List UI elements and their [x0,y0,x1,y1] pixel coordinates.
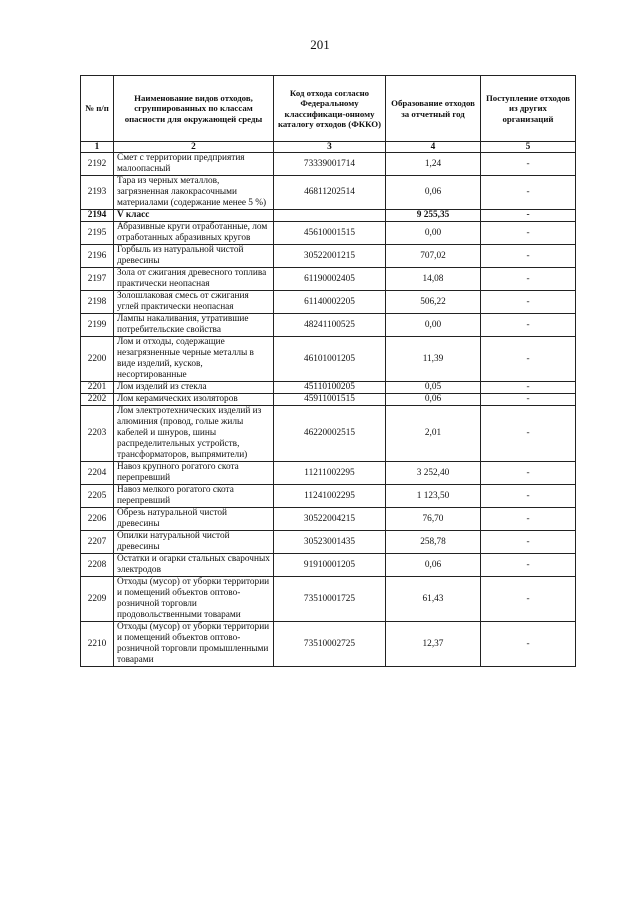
row-number: 2209 [81,577,114,622]
generated-amount: 1 123,50 [386,485,481,508]
received-amount: - [481,176,576,210]
generated-amount: 0,06 [386,554,481,577]
fkko-code: 11241002295 [274,485,386,508]
col-header-received: Поступление отходов из других организаций [481,76,576,142]
waste-name: Лом и отходы, содержащие незагрязненные черные металлы в виде изделий, кусков, несортированные [114,337,274,382]
waste-name: Золошлаковая смесь от сжигания углей практически неопасная [114,291,274,314]
waste-name: Смет с территории предприятия малоопасный [114,153,274,176]
table-row [81,462,576,485]
table-row [81,406,576,462]
row-number: 2194 [81,210,114,222]
waste-name: Лом электротехнических изделий из алюминия (провод, голые жилы кабелей и шнуров, шины распределительных устройств, трансформаторов, выпрямители) [114,406,274,462]
waste-name: Обрезь натуральной чистой древесины [114,508,274,531]
fkko-code: 45610001515 [274,222,386,245]
col-header-amount: Образование отходов за отчетный год [386,76,481,142]
generated-amount: 506,22 [386,291,481,314]
fkko-code: 61140002205 [274,291,386,314]
received-amount: - [481,245,576,268]
fkko-code: 73339001714 [274,153,386,176]
row-number: 2208 [81,554,114,577]
fkko-code: 91910001205 [274,554,386,577]
table-row [81,291,576,314]
waste-name: Остатки и огарки стальных сварочных электродов [114,554,274,577]
received-amount: - [481,222,576,245]
received-amount: - [481,485,576,508]
waste-name: Отходы (мусор) от уборки территории и помещений объектов оптово-розничной торговли продовольственными товарами [114,577,274,622]
received-amount: - [481,210,576,222]
row-number: 2201 [81,382,114,394]
waste-name: V класс [114,210,274,222]
received-amount: - [481,554,576,577]
column-index-row [81,142,576,153]
row-number: 2195 [81,222,114,245]
table-row [81,314,576,337]
fkko-code: 73510001725 [274,577,386,622]
waste-name: Лампы накаливания, утратившие потребительские свойства [114,314,274,337]
received-amount: - [481,406,576,462]
waste-name: Отходы (мусор) от уборки территории и помещений объектов оптово-розничной торговли промышленными товарами [114,622,274,667]
received-amount: - [481,622,576,667]
fkko-code [274,210,386,222]
table-row [81,382,576,394]
row-number: 2204 [81,462,114,485]
generated-amount: 2,01 [386,406,481,462]
received-amount: - [481,314,576,337]
generated-amount: 76,70 [386,508,481,531]
generated-amount: 12,37 [386,622,481,667]
fkko-code: 46220002515 [274,406,386,462]
table-row [81,554,576,577]
fkko-code: 30522001215 [274,245,386,268]
fkko-code: 11211002295 [274,462,386,485]
col-index-5: 5 [481,142,576,153]
fkko-code: 45110100205 [274,382,386,394]
page-number: 201 [310,37,330,52]
fkko-code: 48241100525 [274,314,386,337]
col-header-code: Код отхода согласно Федеральному классификаци-онному каталогу отходов (ФККО) [274,76,386,142]
row-number: 2210 [81,622,114,667]
generated-amount: 14,08 [386,268,481,291]
generated-amount: 1,24 [386,153,481,176]
table-row [81,176,576,210]
row-number: 2207 [81,531,114,554]
received-amount: - [481,508,576,531]
header-row [81,76,576,142]
generated-amount: 0,05 [386,382,481,394]
waste-name: Зола от сжигания древесного топлива практически неопасная [114,268,274,291]
received-amount: - [481,268,576,291]
row-number: 2199 [81,314,114,337]
waste-name: Абразивные круги отработанные, лом отработанных абразивных кругов [114,222,274,245]
fkko-code: 30523001435 [274,531,386,554]
col-index-4: 4 [386,142,481,153]
row-number: 2205 [81,485,114,508]
received-amount: - [481,531,576,554]
col-index-1: 1 [81,142,114,153]
row-number: 2200 [81,337,114,382]
generated-amount: 707,02 [386,245,481,268]
generated-amount: 61,43 [386,577,481,622]
received-amount: - [481,153,576,176]
row-number: 2203 [81,406,114,462]
waste-name: Навоз крупного рогатого скота перепревший [114,462,274,485]
generated-amount: 0,06 [386,394,481,406]
waste-name: Навоз мелкого рогатого скота перепревший [114,485,274,508]
received-amount: - [481,462,576,485]
row-number: 2196 [81,245,114,268]
received-amount: - [481,382,576,394]
generated-amount: 0,06 [386,176,481,210]
table-row [81,577,576,622]
waste-name: Лом изделий из стекла [114,382,274,394]
table-row [81,508,576,531]
generated-amount: 9 255,35 [386,210,481,222]
table-row [81,394,576,406]
row-number: 2193 [81,176,114,210]
fkko-code: 45911001515 [274,394,386,406]
row-number: 2206 [81,508,114,531]
row-number: 2197 [81,268,114,291]
waste-name: Опилки натуральной чистой древесины [114,531,274,554]
col-index-3: 3 [274,142,386,153]
col-header-num: № п/п [81,76,114,142]
col-header-name: Наименование видов отходов, сгруппированных по классам опасности для окружающей среды [114,76,274,142]
received-amount: - [481,577,576,622]
received-amount: - [481,291,576,314]
table-row [81,531,576,554]
table-row [81,210,576,222]
fkko-code: 73510002725 [274,622,386,667]
waste-name: Тара из черных металлов, загрязненная лакокрасочными материалами (содержание менее 5 %) [114,176,274,210]
fkko-code: 61190002405 [274,268,386,291]
row-number: 2192 [81,153,114,176]
table-row [81,485,576,508]
table-row [81,222,576,245]
received-amount: - [481,394,576,406]
fkko-code: 46101001205 [274,337,386,382]
generated-amount: 0,00 [386,222,481,245]
col-index-2: 2 [114,142,274,153]
table-row [81,153,576,176]
fkko-code: 46811202514 [274,176,386,210]
table-row [81,337,576,382]
received-amount: - [481,337,576,382]
row-number: 2202 [81,394,114,406]
fkko-code: 30522004215 [274,508,386,531]
table-row [81,622,576,667]
waste-name: Лом керамических изоляторов [114,394,274,406]
generated-amount: 0,00 [386,314,481,337]
generated-amount: 258,78 [386,531,481,554]
generated-amount: 3 252,40 [386,462,481,485]
waste-name: Горбыль из натуральной чистой древесины [114,245,274,268]
generated-amount: 11,39 [386,337,481,382]
row-number: 2198 [81,291,114,314]
waste-table [80,75,576,667]
table-row [81,268,576,291]
table-row [81,245,576,268]
